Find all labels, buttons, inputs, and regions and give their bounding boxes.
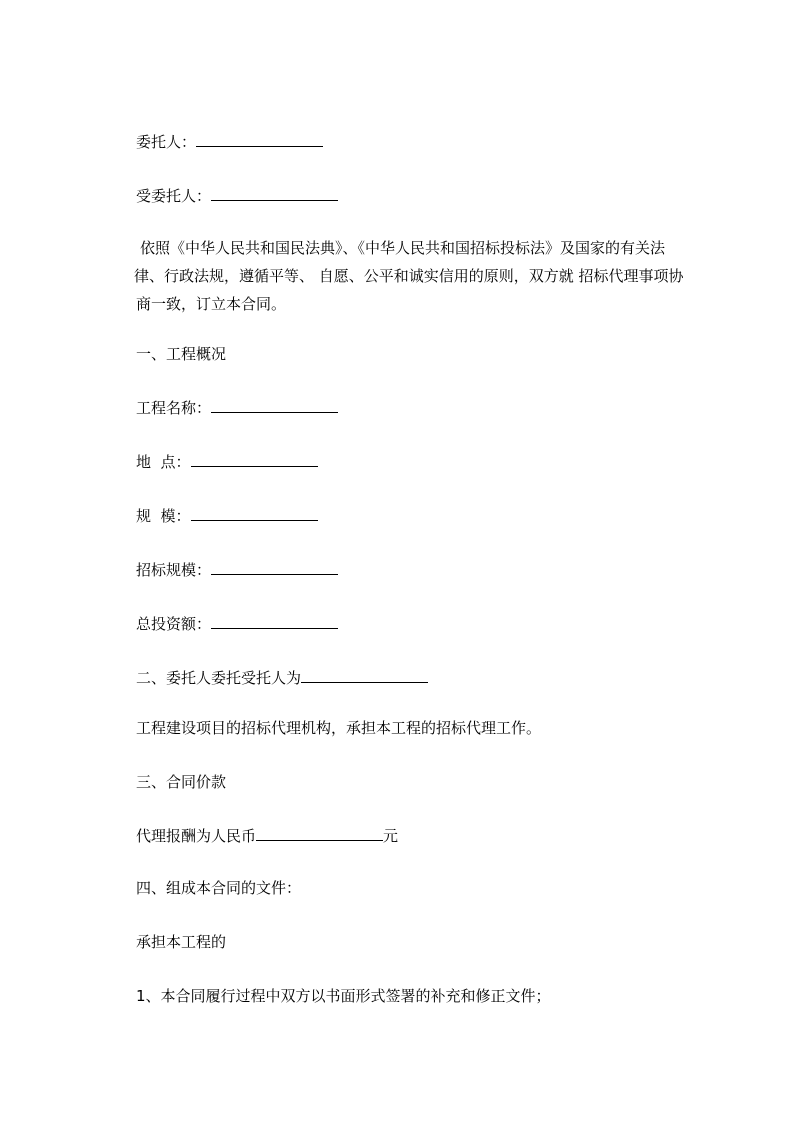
preamble-line-3: 商一致，订立本合同。 — [136, 295, 287, 313]
project-name-label: 工程名称： — [136, 399, 212, 417]
section2-body: 工程建设项目的招标代理机构，承担本工程的招标代理工作。 — [136, 719, 542, 737]
tender-scale-label: 招标规模： — [136, 561, 212, 579]
location-line — [136, 452, 318, 472]
client-label: 委托人： — [136, 133, 197, 151]
section1-heading: 一、工程概况 — [136, 345, 227, 363]
fee-suffix: 元 — [383, 827, 399, 845]
fee-line — [136, 826, 398, 846]
tender-scale-line — [136, 560, 338, 580]
fee-blank[interactable] — [256, 826, 383, 841]
project-name-blank[interactable] — [211, 398, 338, 413]
section3-heading: 三、合同价款 — [136, 773, 227, 791]
total-investment-line — [136, 614, 338, 634]
preamble-line-1: 依照《中华人民共和国民法典》、《中华人民共和国招标投标法》及国家的有关法 — [140, 239, 666, 257]
agency-blank[interactable] — [301, 668, 428, 683]
client-line — [136, 132, 323, 152]
section4-heading: 四、组成本合同的文件： — [136, 879, 302, 897]
preamble-line-2: 律、行政法规，遵循平等、 自愿、公平和诚实信用的原则，双方就 招标代理事项协 — [134, 267, 684, 285]
scale-line — [136, 506, 318, 526]
preamble-paragraph — [136, 234, 700, 318]
tender-scale-blank[interactable] — [211, 560, 338, 575]
section2-heading: 二、委托人委托受托人为 — [136, 669, 302, 687]
location-blank[interactable] — [191, 452, 318, 467]
section2-heading-line — [136, 668, 428, 688]
fee-prefix: 代理报酬为人民币 — [136, 827, 257, 845]
scale-blank[interactable] — [191, 506, 318, 521]
agent-label: 受委托人： — [136, 187, 212, 205]
section4-line1: 承担本工程的 — [136, 933, 227, 951]
total-investment-label: 总投资额： — [136, 615, 212, 633]
agent-line — [136, 186, 338, 206]
agent-blank[interactable] — [211, 186, 338, 201]
location-label: 地 点： — [136, 453, 191, 471]
client-blank[interactable] — [196, 132, 323, 147]
total-investment-blank[interactable] — [211, 614, 338, 629]
project-name-line — [136, 398, 338, 418]
scale-label: 规 模： — [136, 507, 191, 525]
section4-item1: 1、本合同履行过程中双方以书面形式签署的补充和修正文件； — [136, 987, 551, 1005]
